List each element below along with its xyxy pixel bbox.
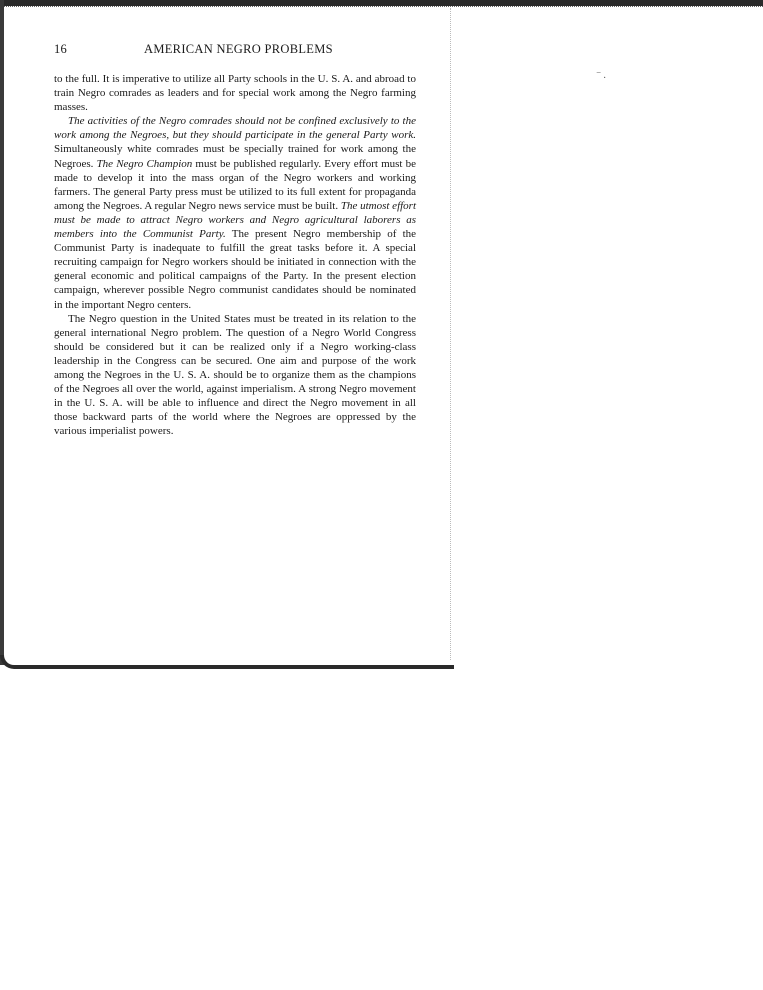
running-head-title: AMERICAN NEGRO PROBLEMS xyxy=(144,42,333,56)
running-head xyxy=(54,40,416,60)
text-run: The Negro question in the United States must be treated in its relation to the general international Negro problem. The question of a Negro World Congress should be considered but it can be realized only if a Negro working-class leadership in the Congress can be secured. One aim and purpose of the work among the Negroes in the U. S. A. should be to organize them as the champions of the Negroes all over the world, against imperialism. A strong Negro movement in the U. S. A. will be able to influence and direct the Negro movement in all those backward parts of the world where the Negroes are oppressed by the various imperialist powers. xyxy=(54,312,416,438)
italic-run: The Negro Champion xyxy=(96,157,193,170)
text-run: must be published regularly. Every effort must be made to develop it into the mass organ of the Negro workers and working farmers. The general Party press must be utilized to its full extent for propaganda among the Negroes. A regular Negro news service must be built. xyxy=(54,157,416,212)
scan-left-edge xyxy=(0,0,4,665)
text-run: The present Negro membership of the Communist Party is inadequate to fulfill the great tasks before it. A special recruiting campaign for Negro workers should be initiated in connection with the general economic and political campaigns of the Party. In the present election campaign, wherever possible Negro communist candidates should be nominated in the important Negro centers. xyxy=(54,228,417,311)
page-number: 16 xyxy=(54,42,68,56)
paragraph xyxy=(54,114,416,311)
scan-speck: · xyxy=(603,73,607,84)
paragraph xyxy=(54,72,416,114)
scan-speck: ⁻ xyxy=(596,70,602,81)
body-text xyxy=(54,72,416,438)
italic-run: The activities of the Negro comrades should not be confined exclusively to the work among the Negroes, but they should participate in the general Party work. xyxy=(54,115,416,142)
book-page xyxy=(54,40,416,438)
italic-run: The utmost effort must be made to attract Negro workers and Negro agricultural laborers as members into the Communist Party. xyxy=(54,199,417,241)
page-bottom-edge xyxy=(0,655,454,669)
scan-right-rule xyxy=(450,8,451,660)
text-run: Simultaneously white comrades must be specially trained for work among the Negroes. xyxy=(54,143,416,170)
scan-top-rule xyxy=(0,6,763,8)
paragraph xyxy=(54,312,416,439)
text-run: to the full. It is imperative to utilize all Party schools in the U. S. A. and abroad to train Negro comrades as leaders and for special work among the Negro farming masses. xyxy=(54,73,416,114)
